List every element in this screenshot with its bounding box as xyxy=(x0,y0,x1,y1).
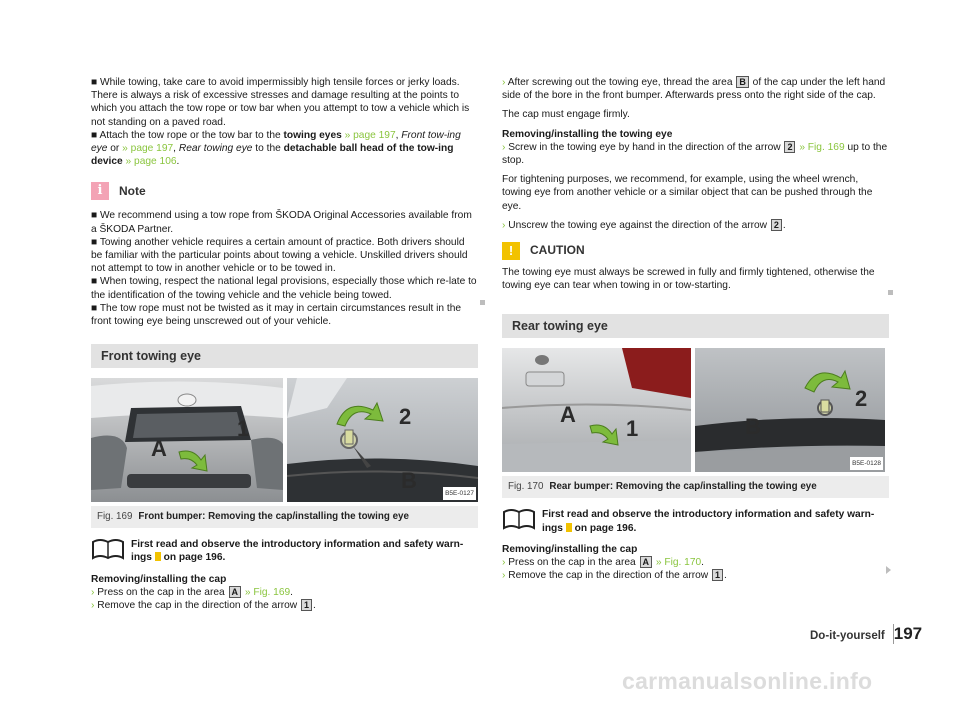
figure-169 xyxy=(91,378,478,502)
step-screw-in xyxy=(502,141,889,167)
read-first-notice xyxy=(91,538,478,564)
ref-box: 1 xyxy=(712,569,723,581)
rear-bumper-closeup-photo xyxy=(695,348,885,472)
section-end-marker xyxy=(480,300,485,305)
page-footer xyxy=(810,624,922,644)
bullet-marker: ■ xyxy=(91,236,98,248)
read-first-main: First read and observe the introductory information and safety warn-ings xyxy=(131,539,464,564)
note-header xyxy=(91,182,478,200)
step-text: . xyxy=(290,586,293,598)
note-item xyxy=(91,209,478,235)
note-text: We recommend using a tow rope from ŠKODA Original Accessories available from a ŠKODA Partner. xyxy=(91,210,472,235)
step-marker: › xyxy=(502,570,506,582)
figure-number: Fig. 169 xyxy=(97,511,133,523)
ref-box: B xyxy=(736,76,749,88)
caution-icon: ! xyxy=(502,242,520,260)
bullet-text: While towing, take care to avoid impermissibly high tensile forces or jerky loads. There is always a risk of excessive stresses and damage resulting at the points to which you attach the tow rope or tow bar when you attempt to tow a vehicle which is not standing on a paved road. xyxy=(91,77,470,128)
step-marker: › xyxy=(91,600,95,612)
step-text: Press on the cap in the area xyxy=(508,557,639,569)
section-title-rear-towing-eye: Rear towing eye xyxy=(502,314,889,338)
read-first-text xyxy=(542,508,889,534)
read-first-text xyxy=(131,538,478,564)
callout-B: B xyxy=(745,414,761,440)
step-marker: › xyxy=(502,557,506,569)
step-remove-cap xyxy=(502,569,889,582)
figure-number: Fig. 170 xyxy=(508,481,544,493)
front-towing-eye-ref: Front tow-ing eye xyxy=(91,129,461,155)
rear-towing-eye-ref: Rear towing eye xyxy=(178,143,253,155)
image-code: B5E-0127 xyxy=(443,487,476,500)
callout-A: A xyxy=(560,402,576,428)
attach-text: to the xyxy=(252,143,284,155)
read-first-main: First read and observe the introductory information and safety warn-ings xyxy=(542,509,875,534)
step-press-cap xyxy=(91,586,478,599)
caption-text: Front bumper: Removing the cap/installing the towing eye xyxy=(138,511,409,523)
read-first-notice xyxy=(502,508,889,534)
step-marker: › xyxy=(502,77,506,88)
bullet-marker: ■ xyxy=(91,210,98,222)
step-press-cap xyxy=(502,556,889,569)
figure-link[interactable]: » Fig. 169 xyxy=(242,586,291,598)
step-marker: › xyxy=(502,141,506,153)
callout-1: 1 xyxy=(237,416,250,442)
caution-title: CAUTION xyxy=(530,243,585,258)
bullet-marker: ■ xyxy=(91,276,98,288)
section-end-marker xyxy=(888,290,893,295)
page-number: 197 xyxy=(893,624,923,643)
attach-text: or xyxy=(107,143,123,155)
step-text: Remove the cap in the direction of the arrow xyxy=(508,570,711,582)
footer-section: Do-it-yourself xyxy=(810,630,885,642)
ball-head-term: detachable ball head of the tow-ing device xyxy=(91,143,454,168)
info-icon: i xyxy=(91,182,109,200)
step-unscrew xyxy=(502,219,889,232)
figure-link[interactable]: » Fig. 170 xyxy=(653,557,702,569)
step-text: Screw in the towing eye by hand in the direction of the arrow xyxy=(508,141,784,153)
step-text: of the cap under the left hand side of the bore in the front bumper. Afterwards press onto the right side of the cap. xyxy=(502,77,886,102)
attach-text: , xyxy=(173,143,179,155)
step-text: After screwing out the towing eye, thread the area xyxy=(507,77,736,88)
ref-box: 1 xyxy=(301,599,312,611)
step-marker: › xyxy=(91,586,95,598)
bullet-marker: ■ xyxy=(91,302,98,314)
note-text: Towing another vehicle requires a certain amount of practice. Both drivers should be familiar with the particular points about towing a vehicle. Unskilled drivers should not attempt to tow in another vehicle or to be towed in. xyxy=(91,236,468,275)
note-title: Note xyxy=(119,183,146,198)
subheading-removing-cap: Removing/installing the cap xyxy=(502,543,638,555)
figure-link[interactable]: » Fig. 169 xyxy=(796,141,845,153)
step-text: . xyxy=(724,570,727,582)
figure-caption xyxy=(502,476,889,498)
figure-caption xyxy=(91,506,478,528)
step-remove-cap xyxy=(91,599,478,612)
page-link[interactable]: » page 106 xyxy=(122,156,177,168)
step-text: . xyxy=(782,219,786,231)
step-text: . xyxy=(313,600,316,612)
note-item xyxy=(91,275,478,301)
step-text: Remove the cap in the direction of the arrow xyxy=(97,600,300,612)
read-first-suffix: on page 196. xyxy=(571,522,637,534)
subheading-removing-cap: Removing/installing the cap xyxy=(91,573,227,585)
engage-text: The cap must engage firmly. xyxy=(502,109,630,121)
note-text: The tow rope must not be twisted as it may in certain circumstances result in the front towing eye being unscrewed out of your vehicle. xyxy=(91,302,462,328)
note-item xyxy=(91,302,478,328)
image-code: B5E-0128 xyxy=(850,457,883,470)
front-car-photo xyxy=(91,378,283,502)
callout-B: B xyxy=(401,468,417,494)
bullet-marker: ■ xyxy=(91,129,98,141)
caution-header xyxy=(502,242,889,260)
ref-box: A xyxy=(229,586,242,598)
bullet-towing-forces xyxy=(91,76,478,129)
section-title-front-towing-eye: Front towing eye xyxy=(91,344,478,368)
step-marker: › xyxy=(502,219,506,231)
caution-text: The towing eye must always be screwed in fully and firmly tightened, otherwise the towing eye can tear when towing in or tow-starting. xyxy=(502,267,875,292)
towing-eyes-term: towing eyes xyxy=(283,129,342,141)
step-text: up to the stop. xyxy=(502,141,888,167)
bullet-marker: ■ xyxy=(91,77,98,88)
book-icon xyxy=(91,538,125,560)
watermark: carmanualsonline.info xyxy=(622,668,873,694)
front-bumper-closeup-photo xyxy=(287,378,478,502)
rear-car-photo xyxy=(502,348,691,472)
ref-box: 2 xyxy=(784,141,795,153)
ref-box: 2 xyxy=(771,219,782,231)
tighten-text: For tightening purposes, we recommend, for example, using the wheel wrench, towing eye from another vehicle or a similar object that can be pushed through the eye. xyxy=(502,174,873,212)
caption-text: Rear bumper: Removing the cap/installing the towing eye xyxy=(549,481,817,493)
left-column xyxy=(91,76,478,612)
ref-box: A xyxy=(640,556,653,568)
continue-arrow-icon xyxy=(886,566,891,574)
subheading-towing-eye: Removing/installing the towing eye xyxy=(502,128,673,140)
page-link[interactable]: » page 197 xyxy=(122,143,174,155)
right-column xyxy=(502,76,889,582)
note-text: When towing, respect the national legal provisions, especially those which re-late to the identification of the towing vehicle and the vehicle being towed. xyxy=(91,276,477,301)
note-item xyxy=(91,236,478,276)
bullet-attach xyxy=(91,129,478,169)
callout-2: 2 xyxy=(855,386,868,412)
attach-text: Attach the tow rope or the tow bar to the xyxy=(99,129,284,141)
step-thread-cap xyxy=(502,76,889,102)
step-text: Press on the cap in the area xyxy=(97,586,228,598)
figure-170 xyxy=(502,348,889,472)
attach-text: . xyxy=(176,156,180,168)
attach-text: , xyxy=(395,129,402,141)
read-first-suffix: on page 196. xyxy=(160,552,226,564)
page-link[interactable]: » page 197 xyxy=(341,129,396,141)
step-text: Unscrew the towing eye against the direction of the arrow xyxy=(508,219,770,231)
callout-2: 2 xyxy=(399,404,412,430)
book-icon xyxy=(502,508,536,530)
callout-1: 1 xyxy=(626,416,639,442)
step-text: . xyxy=(701,557,704,569)
callout-A: A xyxy=(151,436,167,462)
